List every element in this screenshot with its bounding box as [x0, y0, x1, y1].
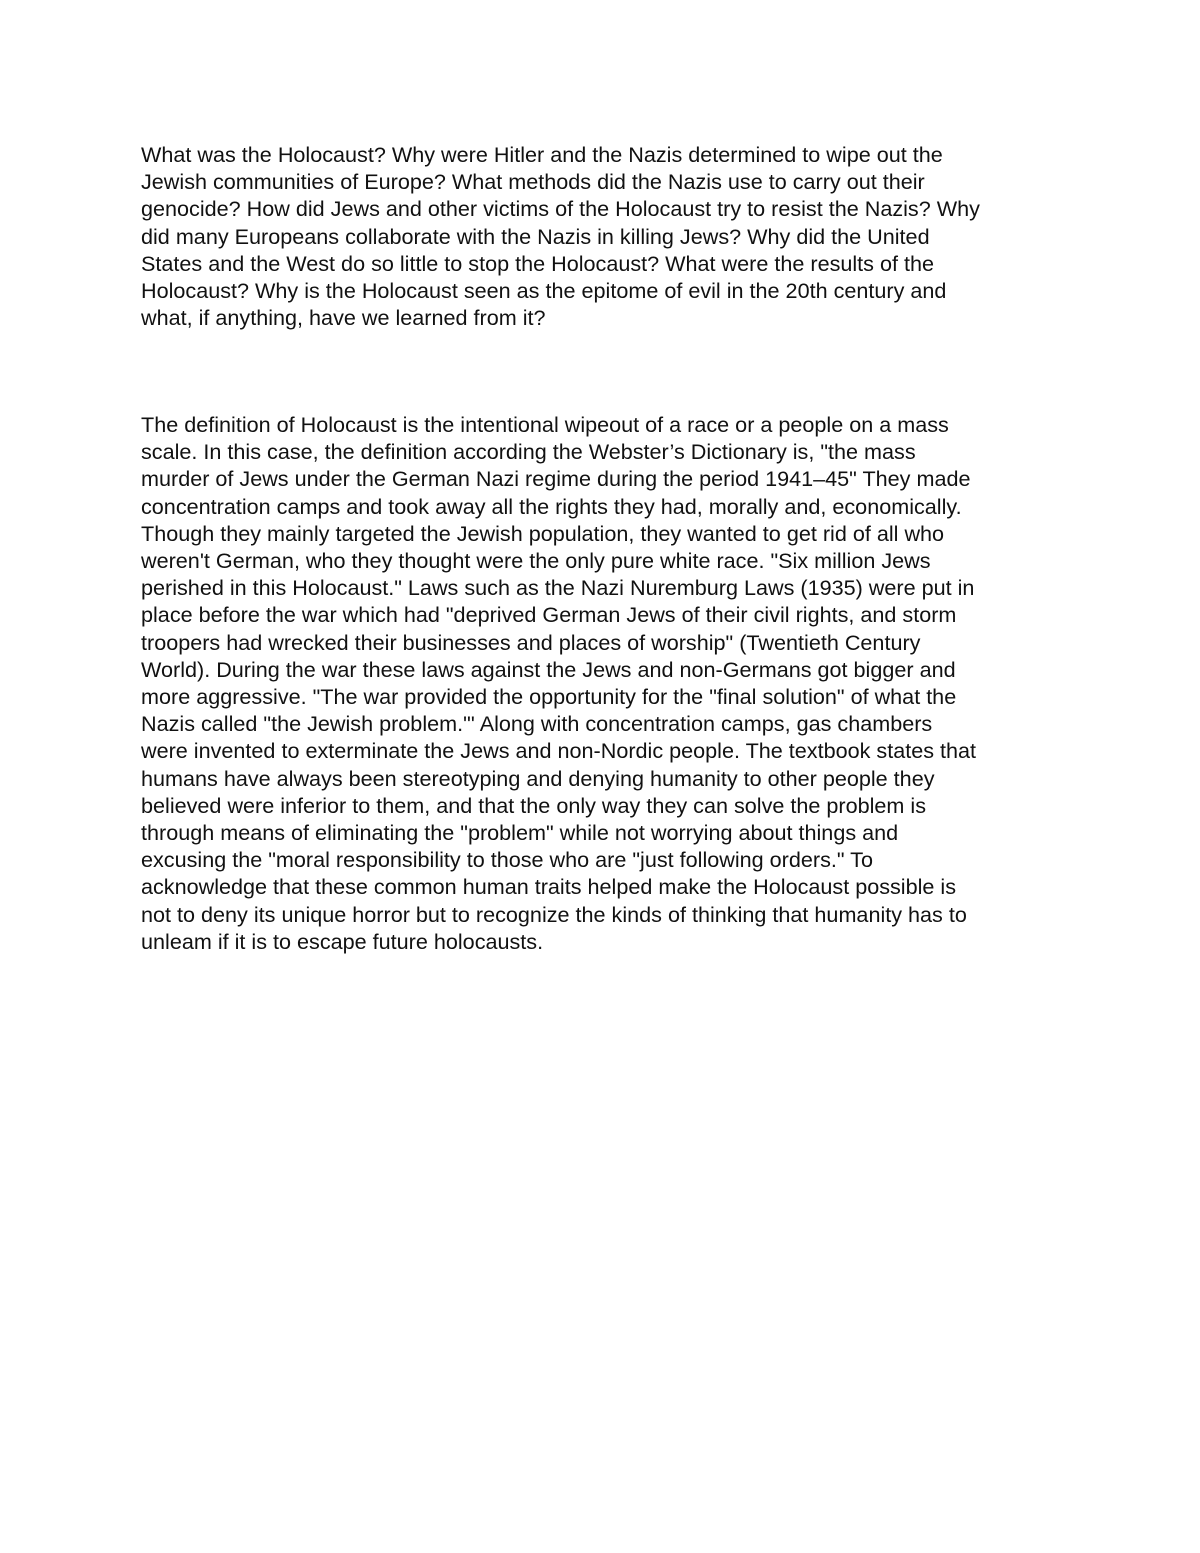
questions-paragraph: What was the Holocaust? Why were Hitler and the Nazis determined to wipe out the Jewish communities of Europe? What methods did the Nazis use to carry out their genocide? How did Jews and other victims of the Holocaust try to resist the Nazis? Why did many Europeans collaborate with the Nazis in killing Jews? Why did the United States and the West do so little to stop the Holocaust? What were the results of the Holocaust? Why is the Holocaust seen as the epitome of evil in the 20th century and what, if anything, have we learned from it?: [141, 142, 980, 331]
definition-paragraph: The definition of Holocaust is the intentional wipeout of a race or a people on a mass scale. In this case, the definition according the Webster’s Dictionary is, "the mass murder of Jews under the German Nazi regime during the period 1941–45" They made concentration camps and took away all the rights they had, morally and, economically. Though they mainly targeted the Jewish population, they wanted to get rid of all who weren't German, who they thought were the only pure white race. "Six million Jews perished in this Holocaust." Laws such as the Nazi Nuremburg Laws (1935) were put in place before the war which had "deprived German Jews of their civil rights, and storm troopers had wrecked their businesses and places of worship" (Twentieth Century World). During the war these laws against the Jews and non-Germans got bigger and more aggressive. "The war provided the opportunity for the "final solution" of what the Nazis called "the Jewish problem."' Along with concentration camps, gas chambers were invented to exterminate the Jews and non-Nordic people. The textbook states that humans have always been stereotyping and denying humanity to other people they believed were inferior to them, and that the only way they can solve the problem is through means of eliminating the "problem" while not worrying about things and excusing the "moral responsibility to those who are "just following orders." To acknowledge that these common human traits helped make the Holocaust possible is not to deny its unique horror but to recognize the kinds of thinking that humanity has to unleam if it is to escape future holocausts.: [141, 412, 977, 954]
